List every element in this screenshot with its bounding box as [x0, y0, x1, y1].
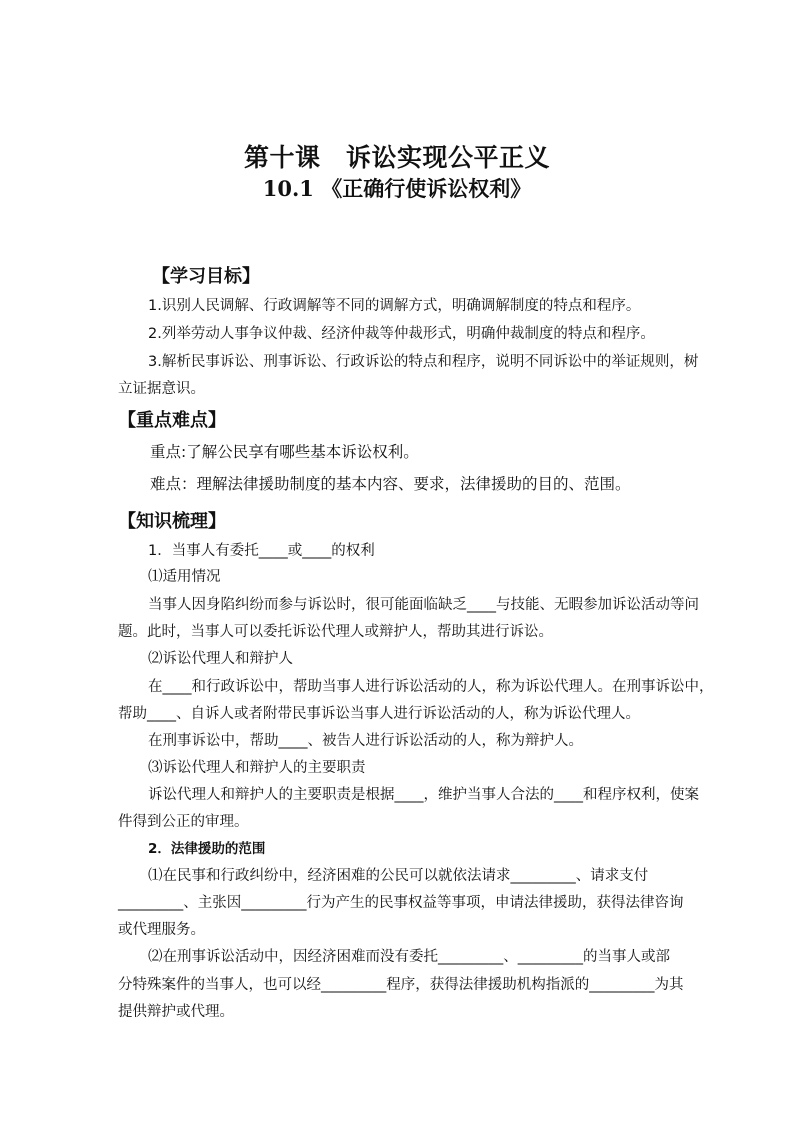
knowledge-line: 或代理服务。 — [118, 922, 205, 938]
lesson-subtitle: 10.1 《正确行使诉讼权利》 — [262, 176, 532, 201]
knowledge-line: 提供辩护或代理。 — [118, 1004, 234, 1020]
knowledge-line: ⑵诉讼代理人和辩护人 — [148, 651, 293, 667]
knowledge-line: ⑴在民事和行政纠纷中，经济困难的公民可以就依法请求_________、请求支付 — [148, 868, 649, 884]
goal-item: 3.解析民事诉讼、刑事诉讼、行政诉讼的特点和程序，说明不同诉讼中的举证规则，树 — [148, 354, 699, 370]
knowledge-line: 在刑事诉讼中，帮助____、被告人进行诉讼活动的人，称为辩护人。 — [148, 733, 583, 749]
knowledge-line: ⑵在刑事诉讼活动中，因经济困难而没有委托_________、_________的当事人或部 — [148, 949, 670, 965]
learning-goals-heading: 【学习目标】 — [152, 266, 260, 287]
knowledge-line: 当事人因身陷纠纷而参与诉讼时，很可能面临缺乏____与技能、无暇参加诉讼活动等问 — [148, 597, 699, 613]
knowledge-line: 件得到公正的审理。 — [118, 814, 249, 830]
knowledge-line: ⑶诉讼代理人和辩护人的主要职责 — [148, 760, 366, 776]
knowledge-heading: 【知识梳理】 — [118, 511, 226, 532]
goal-item: 1.识别人民调解、行政调解等不同的调解方式，明确调解制度的特点和程序。 — [148, 298, 641, 314]
lesson-title: 第十课 诉讼实现公平正义 — [243, 143, 550, 172]
knowledge-line: 分特殊案件的当事人，也可以经_________程序，获得法律援助机构指派的_________为其 — [118, 977, 684, 993]
knowledge-subheading: 2．法律援助的范围 — [148, 841, 266, 857]
goal-item: 2.列举劳动人事争议仲裁、经济仲裁等仲裁形式，明确仲裁制度的特点和程序。 — [148, 326, 655, 342]
knowledge-line: 在____和行政诉讼中，帮助当事人进行诉讼活动的人，称为诉讼代理人。在刑事诉讼中， — [148, 679, 714, 695]
goal-item: 立证据意识。 — [118, 381, 205, 397]
knowledge-line: 诉讼代理人和辩护人的主要职责是根据____，维护当事人合法的____和程序权利，使案 — [148, 787, 699, 803]
knowledge-line: 1．当事人有委托____或____的权利 — [148, 543, 375, 559]
knowledge-line: 帮助____、自诉人或者附带民事诉讼当事人进行诉讼活动的人，称为诉讼代理人。 — [118, 706, 640, 722]
knowledge-line: ⑴适用情况 — [148, 569, 221, 585]
key-points-heading: 【重点难点】 — [118, 410, 226, 431]
focus-point: 重点:了解公民享有哪些基本诉讼权利。 — [150, 443, 419, 461]
difficulty-point: 难点：理解法律援助制度的基本内容、要求，法律援助的目的、范围。 — [150, 475, 631, 493]
knowledge-line: _________、主张因_________行为产生的民事权益等事项，申请法律援助，获得法律咨询 — [118, 895, 684, 911]
knowledge-line: 题。此时，当事人可以委托诉讼代理人或辩护人，帮助其进行诉讼。 — [118, 624, 553, 640]
